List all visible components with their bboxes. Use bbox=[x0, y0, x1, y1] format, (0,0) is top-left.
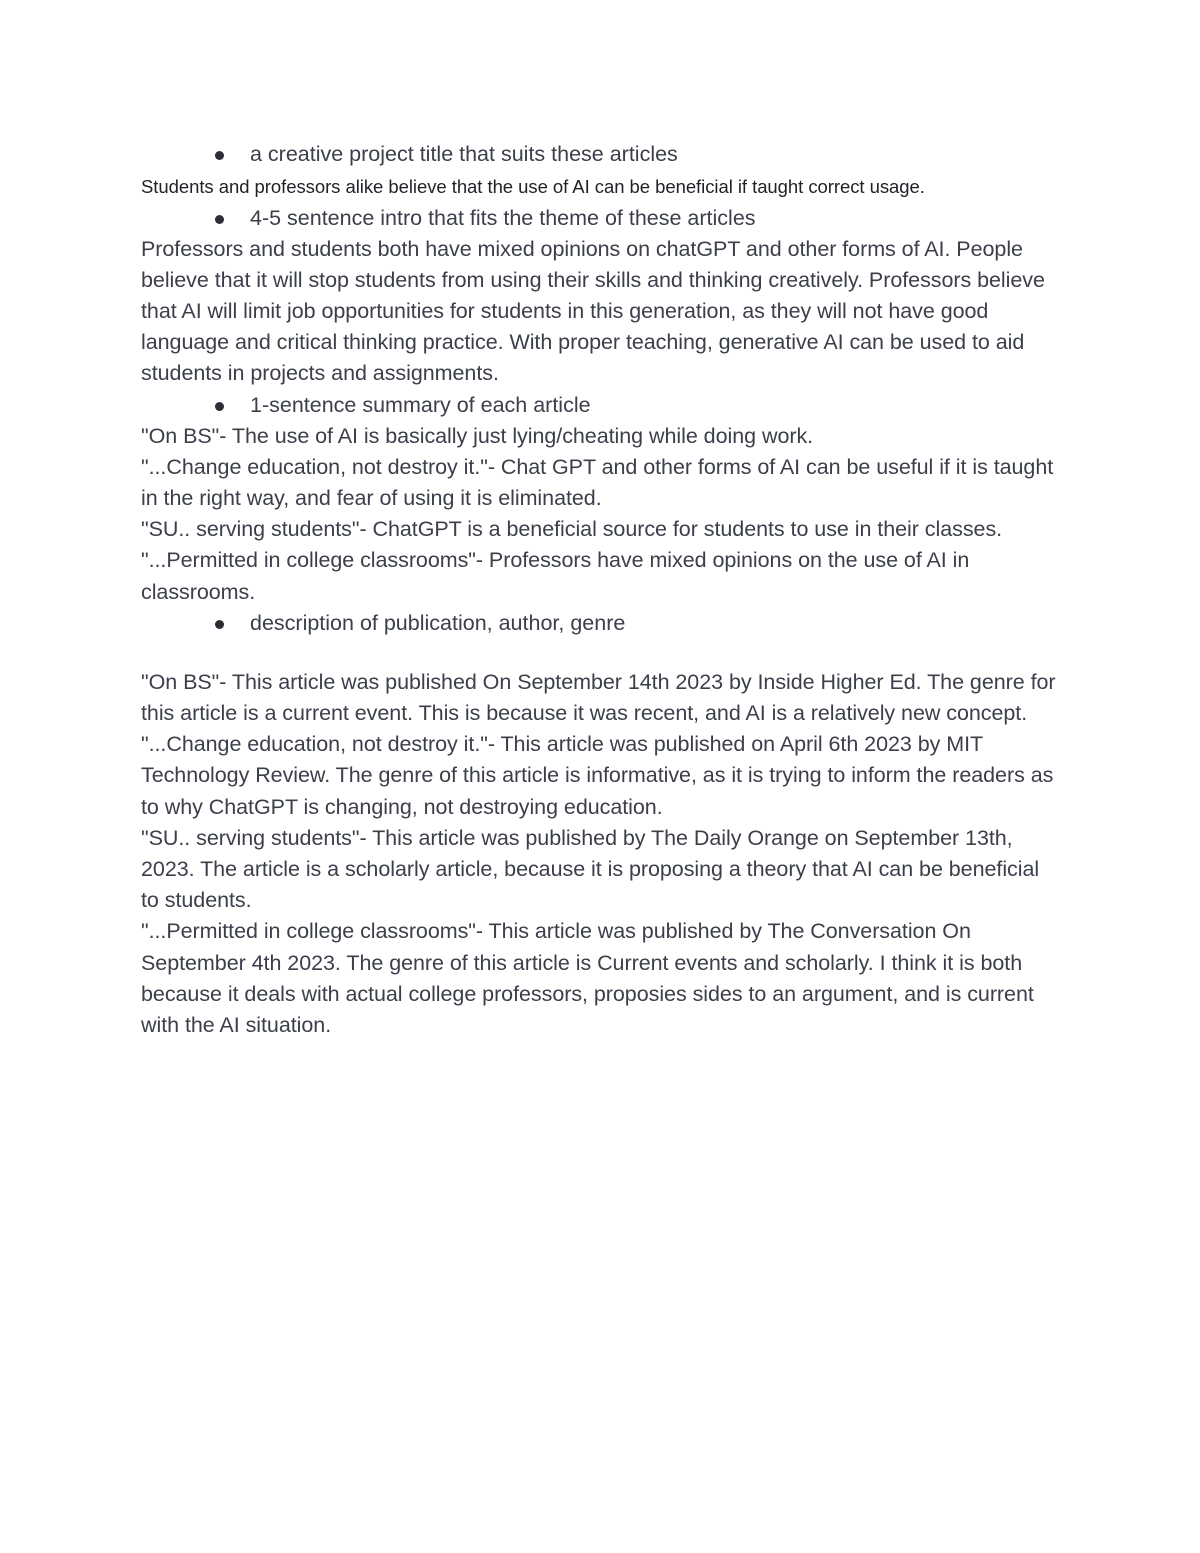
bullet-item-intro-prompt bbox=[141, 203, 1061, 234]
description-paragraph: "On BS"- This article was published On September 14th 2023 by Inside Higher Ed. The genre for this article is a current event. This is because it was recent, and AI is a relatively new concept. bbox=[141, 669, 1056, 725]
intro-paragraph: Professors and students both have mixed opinions on chatGPT and other forms of AI. People believe that it will stop students from using their skills and thinking creatively. Professors believe that AI will limit job opportunities for students in this generation, as they will not have good language and critical thinking practice. With proper teaching, generative AI can be used to aid students in projects and assignments. bbox=[141, 236, 1045, 386]
description-paragraph: "...Permitted in college classrooms"- This article was published by The Conversation On September 4th 2023. The genre of this article is Current events and scholarly. I think it is both because it deals with actual college professors, proposies sides to an argument, and is current with the AI situation. bbox=[141, 919, 1034, 1037]
document-page bbox=[141, 139, 1061, 1041]
summary-paragraph: "On BS"- The use of AI is basically just lying/cheating while doing work. bbox=[141, 423, 814, 448]
project-title-paragraph: Students and professors alike believe that the use of AI can be beneficial if taught correct usage. bbox=[141, 176, 925, 197]
bullet-item-summary-prompt bbox=[141, 390, 1061, 421]
bullet-text: a creative project title that suits these articles bbox=[250, 142, 678, 166]
summary-paragraph: "...Permitted in college classrooms"- Professors have mixed opinions on the use of AI in classrooms. bbox=[141, 548, 970, 604]
summary-paragraph: "SU.. serving students"- ChatGPT is a beneficial source for students to use in their classes. bbox=[141, 517, 1003, 542]
bullet-item-description-prompt bbox=[141, 608, 1061, 639]
bullet-text: description of publication, author, genre bbox=[250, 610, 626, 635]
bullet-text: 4-5 sentence intro that fits the theme of these articles bbox=[250, 205, 756, 230]
description-paragraph: "SU.. serving students"- This article was published by The Daily Orange on September 13th, 2023. The article is a scholarly article, because it is proposing a theory that AI can be beneficial to students. bbox=[141, 825, 1040, 913]
bullet-dot-icon bbox=[215, 620, 224, 629]
bullet-item-title-prompt bbox=[141, 139, 1061, 170]
bullet-dot-icon bbox=[215, 151, 224, 160]
bullet-dot-icon bbox=[215, 215, 224, 224]
bullet-text: 1-sentence summary of each article bbox=[250, 392, 591, 417]
blank-line bbox=[141, 639, 1061, 667]
summary-paragraph: "...Change education, not destroy it."- Chat GPT and other forms of AI can be useful if it is taught in the right way, and fear of using it is eliminated. bbox=[141, 454, 1054, 510]
bullet-dot-icon bbox=[215, 402, 224, 411]
description-paragraph: "...Change education, not destroy it."- This article was published on April 6th 2023 by MIT Technology Review. The genre of this article is informative, as it is trying to inform the readers as to why ChatGPT is changing, not destroying education. bbox=[141, 732, 1054, 819]
